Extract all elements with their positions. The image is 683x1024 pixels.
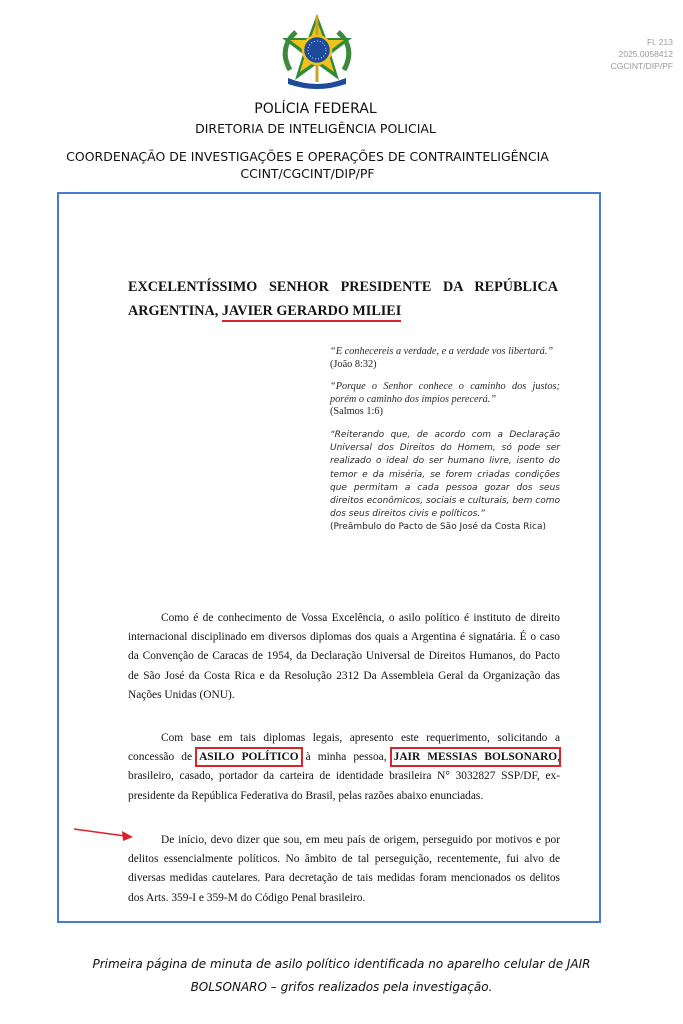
paragraph-2-part-2: à minha pessoa,: [298, 751, 394, 764]
red-arrow-icon: [73, 826, 135, 842]
paragraph-2-part-1: Com base em tais diplomas legais, apresento este requerimento, solicitando a concessão de: [128, 732, 560, 764]
folio-page: Fl. 213: [647, 37, 673, 47]
directorate-title: DIRETORIA DE INTELIGÊNCIA POLICIAL: [195, 121, 436, 136]
folio-process-number: 2025.0058412: [618, 49, 673, 59]
document-page-frame: [57, 192, 601, 923]
caption-line-1: Primeira página de minuta de asilo político identificada no aparelho celular de JAIR: [92, 957, 591, 971]
caption-line-2: BOLSONARO – grifos realizados pela investigação.: [190, 980, 493, 994]
coordination-code: CCINT/CGCINT/DIP/PF: [240, 166, 375, 181]
epigraph-2-source: (Salmos 1:6): [330, 406, 383, 418]
paragraph-1: Como é de conhecimento de Vossa Excelência, o asilo político é instituto de direito internacional disciplinado em diversos diplomas dos quais a Argentina é signatária. É o caso da Convenção de Caracas de 1954, da Declaração Universal de Direitos Humanos, do Pacto de São José da Costa Rica e da Resolução 2312 Da Assembleia Geral da Organização das Nações Unidas (ONU).: [128, 612, 560, 701]
addressee-line-1: EXCELENTÍSSIMO SENHOR PRESIDENTE DA REPÚBLICA: [128, 279, 558, 295]
paragraph-2-part-3: , brasileiro, casado, portador da carteira de identidade brasileira N° 3032827 SSP/DF, ex-presidente da República Federativa do Brasil, pelas razões abaixo enunciadas.: [128, 751, 561, 802]
epigraph-2-quote: “Porque o Senhor conhece o caminho dos justos; porém o caminho dos ímpios perecerá.”: [330, 381, 560, 405]
paragraph-3: De início, devo dizer que sou, em meu país de origem, perseguido por motivos e por delitos essencialmente políticos. No âmbito de tal perseguição, recentemente, fui alvo de diversas medidas cautelares. Para decretação de tais medidas foram mencionados os delitos dos Arts. 359-I e 359-M do Código Penal brasileiro.: [128, 834, 560, 904]
epigraphs: [330, 346, 560, 534]
paragraph-2: [128, 729, 560, 806]
addressee-line-2-prefix: ARGENTINA,: [128, 303, 222, 319]
addressee-name-underlined: JAVIER GERARDO MILIEI: [222, 303, 401, 322]
addressee-block: [128, 275, 558, 323]
epigraph-1-quote: “E conhecereis a verdade, e a verdade vos libertará.”: [330, 346, 554, 357]
brazil-coat-of-arms-icon: [276, 12, 358, 92]
epigraph-1-source: (João 8:32): [330, 358, 377, 370]
figure-caption: [0, 953, 683, 999]
folio-stamp: [611, 36, 673, 72]
highlight-asilo-politico: ASILO POLÍTICO: [199, 751, 299, 764]
folio-unit: CGCINT/DIP/PF: [610, 61, 673, 71]
agency-title: POLÍCIA FEDERAL: [254, 101, 377, 117]
epigraph-3-source: (Preâmbulo do Pacto de São José da Costa Rica): [330, 522, 547, 533]
epigraph-3-quote: “Reiterando que, de acordo com a Declaração Universal dos Direitos do Homem, só pode ser realizado o ideal do ser humano livre, isento do temor e da miséria, se forem criadas condições que permitam a cada pessoa gozar dos seus direitos econômicos, sociais e culturais, bem como dos seus direitos civis e políticos.”: [330, 429, 560, 520]
highlight-requester-name: JAIR MESSIAS BOLSONARO: [393, 751, 558, 764]
coordination-title: COORDENAÇÃO DE INVESTIGAÇÕES E OPERAÇÕES DE CONTRAINTELIGÊNCIA: [66, 149, 549, 164]
